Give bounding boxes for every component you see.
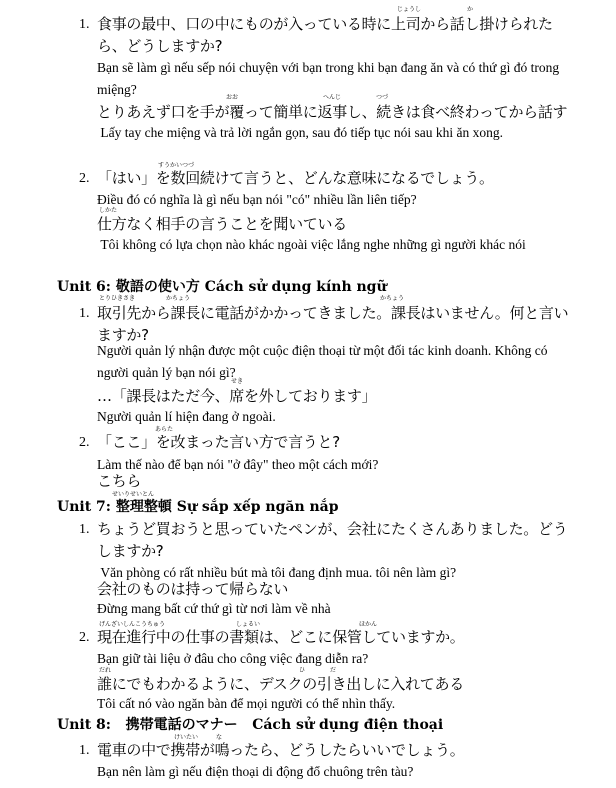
question-vi: Bạn sẽ làm gì nếu sếp nói chuyện với bạn trong khi bạn đang ăn và có thứ gì đó trong miệng? [97,60,563,97]
unit-title-ja: 携帯電話のマナー [125,717,238,733]
answer-ja: 会社のものは持って帰らない [97,580,289,598]
unit-6-heading [57,278,387,296]
question-ja: 取引先から課長に電話がかかってきました。課長はいません。何と言いますか? [97,304,569,344]
furigana-keitai: けいたい [174,734,199,741]
answer-vi: Người quản lí hiện đang ở ngoài. [97,409,276,424]
unit-label: Unit 7: [57,499,111,515]
unit-title-vi: Sự sắp xếp ngăn nắp [176,499,339,515]
question-vi: Bạn nên làm gì nếu điện thoại di động đổ chuông trên tàu? [97,764,414,779]
answer-ja: こちら [97,472,142,490]
item-number: 1. [79,743,90,758]
furigana-seki: せき [231,378,244,385]
answer-ja: とりあえず口を手が覆って簡単に返事し、続きは食べ終わってから話す [97,103,568,121]
question-ja: 現在進行中の仕事の書類は、どこに保管していますか。 [97,628,465,646]
furigana-hokan: ほかん [359,621,378,628]
question-ja: 「はい」を数回続けて言うと、どんな意味になるでしょう。 [97,169,494,187]
unit-title-ja: 整理整頓 [115,499,172,515]
furigana-shorui: しょるい [236,621,261,628]
item-number: 2. [79,435,90,450]
question-ja: ちょうど買おうと思っていたペンが、会社にたくさんありました。どうしますか? [97,520,568,560]
furigana-ka: か [467,6,474,13]
question-ja: 食事の最中、口の中にものが入っている時に上司から話し掛けられたら、どうしますか? [97,15,553,55]
unit-7-heading [57,498,339,516]
answer-vi: Tôi không có lựa chọn nào khác ngoài việc lắng nghe những gì người khác nói [97,237,526,252]
answer-vi: Đừng mang bất cứ thứ gì từ nơi làm về nhà [97,601,331,616]
question-ja: 「ここ」を改まった言い方で言うと? [97,433,340,451]
question-vi: Làm thế nào để bạn nói "ở đây" theo một cách mới? [97,457,379,472]
item-number: 2. [79,630,90,645]
answer-ja: 誰にでもわかるように、デスクの引き出しに入れてある [97,675,464,693]
furigana-joshi: じょうし [397,6,422,13]
question-vi: Điều đó có nghĩa là gì nếu bạn nói "có" nhiều lần liên tiếp? [97,192,417,207]
answer-ja: …「課長はただ今、席を外しております」 [97,387,377,405]
item-number: 2. [79,171,90,186]
furigana-kachou: かちょう [380,295,405,302]
furigana-seiriseiton: せいりせいとん [112,491,155,498]
unit-label: Unit 6: [57,279,111,295]
unit-title-ja: 敬語の使い方 [115,279,200,295]
furigana-dashi: だ [330,667,337,674]
item-number: 1. [79,17,90,32]
unit-8-heading [57,716,443,734]
furigana-na: な [216,734,223,741]
furigana-kachou: かちょう [166,295,191,302]
answer-vi: Tôi cất nó vào ngăn bàn để mọi người có thể nhìn thấy. [97,696,396,711]
item-number: 1. [79,306,90,321]
furigana-arata: あらた [155,426,174,433]
unit-title-vi: Cách sử dụng điện thoại [252,717,444,733]
furigana-hi: ひ [299,667,306,674]
question-vi: Người quản lý nhận được một cuộc điện thoại từ một đối tác kinh doanh. Không có người quản lý bạn nói gì? [97,343,551,380]
answer-ja: 仕方なく相手の言うことを聞いている [97,215,347,233]
furigana-shikata: しかた [99,207,118,214]
unit-title-vi: Cách sử dụng kính ngữ [204,279,387,295]
unit-label: Unit 8: [57,717,111,733]
answer-vi: Lấy tay che miệng và trả lời ngắn gọn, sau đó tiếp tục nói sau khi ăn xong. [97,125,504,140]
question-vi: Bạn giữ tài liệu ở đâu cho công việc đang diễn ra? [97,651,369,666]
question-vi: Văn phòng có rất nhiều bút mà tôi đang định mua. tôi nên làm gì? [97,565,457,580]
furigana-dare: だれ [99,667,112,674]
furigana-tsuzu: つづ [376,94,389,101]
furigana-genzaishinkouchuu: げんざいしんこうちゅう [99,621,166,628]
furigana-oo: おお [226,94,239,101]
question-ja: 電車の中で携帯が鳴ったら、どうしたらいいでしょう。 [97,741,465,759]
item-number: 1. [79,522,90,537]
furigana-suukaitsuzu: すうかいつづ [158,162,195,169]
furigana-henji: へんじ [323,94,342,101]
furigana-torihikisaki: とりひきさき [99,295,136,302]
